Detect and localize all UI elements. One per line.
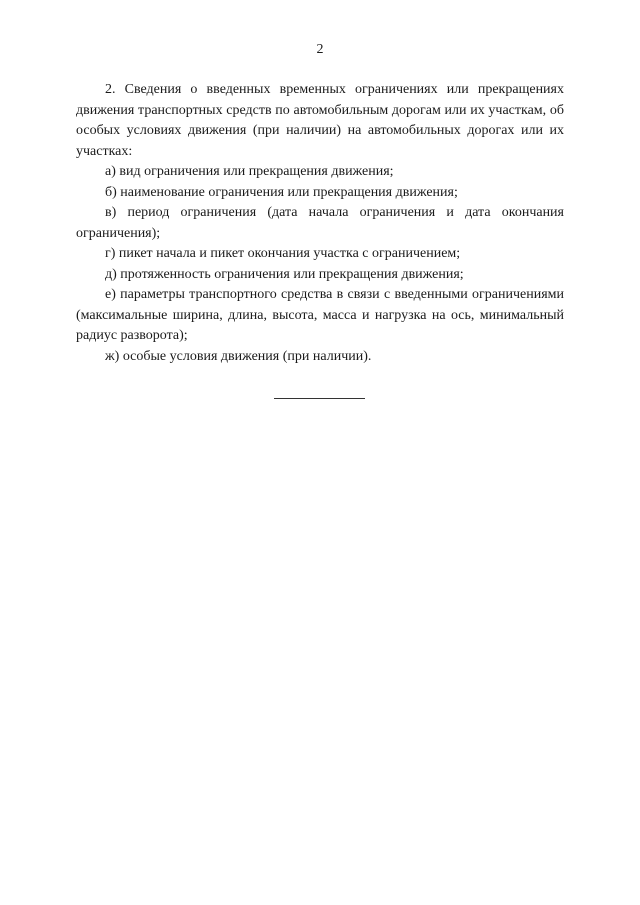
- section-intro: 2. Сведения о введенных временных ограничениях или прекращениях движения транспортных средств по автомобильным дорогам или их участкам, об особых условиях движения (при наличии) на автомобильных дорогах или их участках:: [76, 82, 564, 159]
- list-item-e: е) параметры транспортного средства в связи с введенными ограничениями (максимальные ширина, длина, высота, масса и нагрузка на ось, минимальный радиус разворота);: [76, 287, 564, 343]
- page-number: 2: [316, 42, 324, 57]
- end-of-document-divider: [274, 398, 365, 399]
- document-body: [76, 80, 564, 367]
- list-item-v: в) период ограничения (дата начала ограничения и дата окончания ограничения);: [76, 205, 564, 241]
- list-item-a: а) вид ограничения или прекращения движения;: [105, 164, 394, 179]
- list-item-zh: ж) особые условия движения (при наличии).: [105, 348, 372, 364]
- list-item-b: б) наименование ограничения или прекращения движения;: [105, 184, 458, 200]
- list-item-d: д) протяженность ограничения или прекращения движения;: [105, 266, 464, 282]
- list-item-g: г) пикет начала и пикет окончания участка с ограничением;: [105, 246, 461, 261]
